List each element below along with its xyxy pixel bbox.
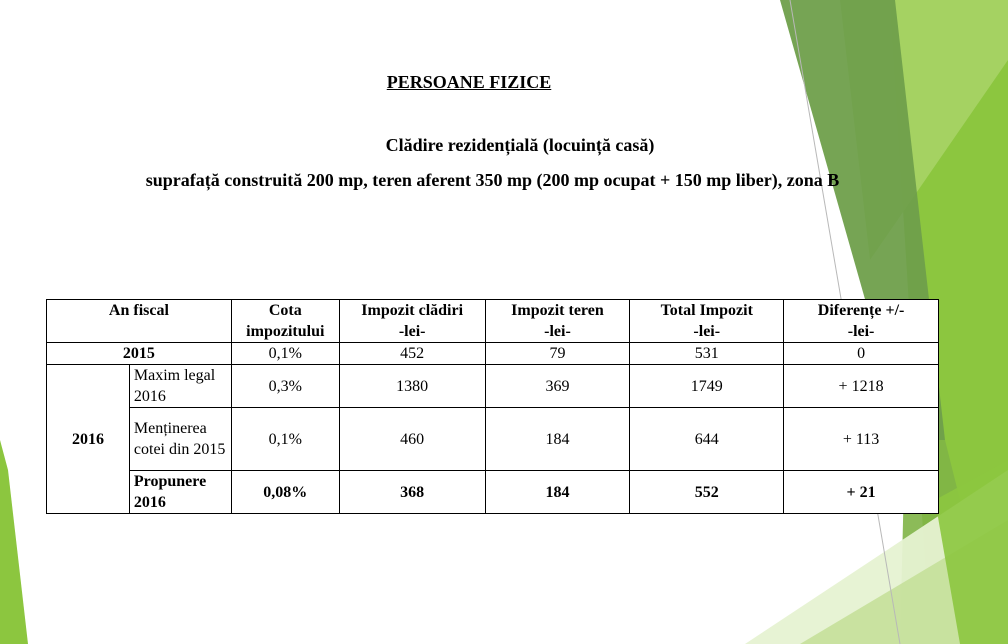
cell-difference: 0 — [784, 343, 939, 365]
cell-rate: 0,3% — [231, 365, 339, 408]
table-row-2016-proposal — [47, 471, 939, 514]
header-difference: Diferențe +/- -lei- — [784, 300, 939, 343]
cell-building-tax: 452 — [339, 343, 485, 365]
cell-scenario-label: Menținerea cotei din 2015 — [129, 408, 231, 471]
page-title: PERSOANE FIZICE — [386, 72, 552, 92]
cell-land-tax: 369 — [485, 365, 630, 408]
cell-building-tax: 460 — [339, 408, 485, 471]
cell-difference: + 1218 — [784, 365, 939, 408]
cell-land-tax: 184 — [485, 471, 630, 514]
cell-rate: 0,08% — [231, 471, 339, 514]
header-land-tax: Impozit teren -lei- — [485, 300, 630, 343]
cell-total-tax: 552 — [630, 471, 784, 514]
cell-building-tax: 1380 — [339, 365, 485, 408]
cell-scenario-label: Maxim legal 2016 — [129, 365, 231, 408]
table-header-row — [47, 300, 939, 343]
cell-land-tax: 79 — [485, 343, 630, 365]
cell-year-2015: 2015 — [47, 343, 232, 365]
cell-year-2016: 2016 — [47, 365, 130, 514]
cell-difference: + 113 — [784, 408, 939, 471]
header-rate: Cota impozitului — [231, 300, 339, 343]
deco-shape-left-bottom — [0, 440, 28, 644]
table-row-2016-keep — [47, 408, 939, 471]
cell-building-tax: 368 — [339, 471, 485, 514]
cell-difference: + 21 — [784, 471, 939, 514]
subtitle-building: Clădire rezidențială (locuință casă) — [385, 135, 655, 155]
cell-rate: 0,1% — [231, 343, 339, 365]
header-total-tax: Total Impozit -lei- — [630, 300, 784, 343]
cell-rate: 0,1% — [231, 408, 339, 471]
header-building-tax: Impozit clădiri -lei- — [339, 300, 485, 343]
tax-table — [46, 299, 939, 514]
header-year: An fiscal — [47, 300, 232, 343]
cell-total-tax: 531 — [630, 343, 784, 365]
subtitle-details: suprafață construită 200 mp, teren aferent 350 mp (200 mp ocupat + 150 mp liber), zona B — [145, 170, 840, 190]
cell-total-tax: 644 — [630, 408, 784, 471]
table-row-2015 — [47, 343, 939, 365]
cell-scenario-label: Propunere 2016 — [129, 471, 231, 514]
cell-land-tax: 184 — [485, 408, 630, 471]
table-row-2016-max — [47, 365, 939, 408]
cell-total-tax: 1749 — [630, 365, 784, 408]
